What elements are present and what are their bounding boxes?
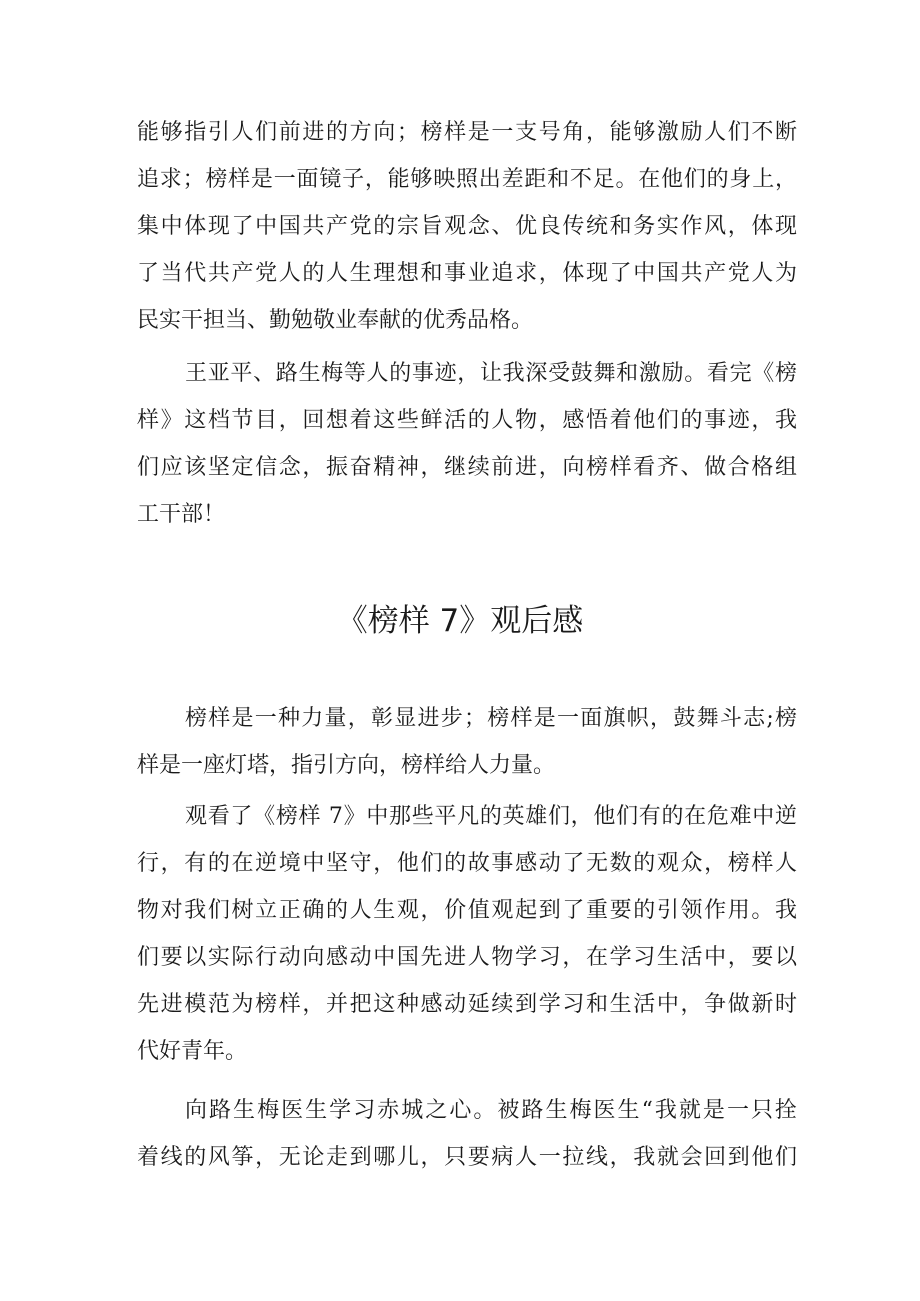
text-line: 样是一座灯塔，指引方向，榜样给人力量。	[137, 753, 556, 778]
text-line: 先进模范为榜样，并把这种感动延续到学习和生活中，争做新时	[137, 992, 797, 1017]
text-line: 民实干担当、勤勉敬业奉献的优秀品格。	[137, 308, 534, 333]
text-line: 向路生梅医生学习赤城之心。被路生梅医生“我就是一只拴	[185, 1098, 797, 1123]
text-line: 代好青年。	[137, 1039, 248, 1064]
text-line: 观看了《榜样 7》中那些平凡的英雄们，他们有的在危难中逆	[185, 804, 797, 829]
text-line: 了当代共产党人的人生理想和事业追求，体现了中国共产党人为	[137, 261, 797, 286]
text-line: 王亚平、路生梅等人的事迹，让我深受鼓舞和激励。看完《榜	[185, 361, 797, 386]
text-line: 能够指引人们前进的方向；榜样是一支号角，能够激励人们不断	[137, 120, 797, 145]
text-line: 着线的风筝，无论走到哪儿，只要病人一拉线，我就会回到他们	[137, 1145, 797, 1170]
article-title: 《榜样 7》观后感	[336, 603, 584, 639]
text-line: 追求；榜样是一面镜子，能够映照出差距和不足。在他们的身上，	[137, 167, 797, 192]
text-line: 们应该坚定信念，振奋精神，继续前进，向榜样看齐、做合格组	[137, 455, 797, 480]
text-line: 集中体现了中国共产党的宗旨观念、优良传统和务实作风，体现	[137, 214, 797, 239]
text-line: 物对我们树立正确的人生观，价值观起到了重要的引领作用。我	[137, 898, 797, 923]
text-line: 行，有的在逆境中坚守，他们的故事感动了无数的观众，榜样人	[137, 851, 797, 876]
text-line: 工干部！	[137, 502, 226, 527]
text-line: 样》这档节目，回想着这些鲜活的人物，感悟着他们的事迹，我	[137, 408, 797, 433]
text-line: 榜样是一种力量，彰显进步；榜样是一面旗帜，鼓舞斗志;榜	[185, 706, 797, 731]
text-line: 们要以实际行动向感动中国先进人物学习，在学习生活中，要以	[137, 945, 797, 970]
